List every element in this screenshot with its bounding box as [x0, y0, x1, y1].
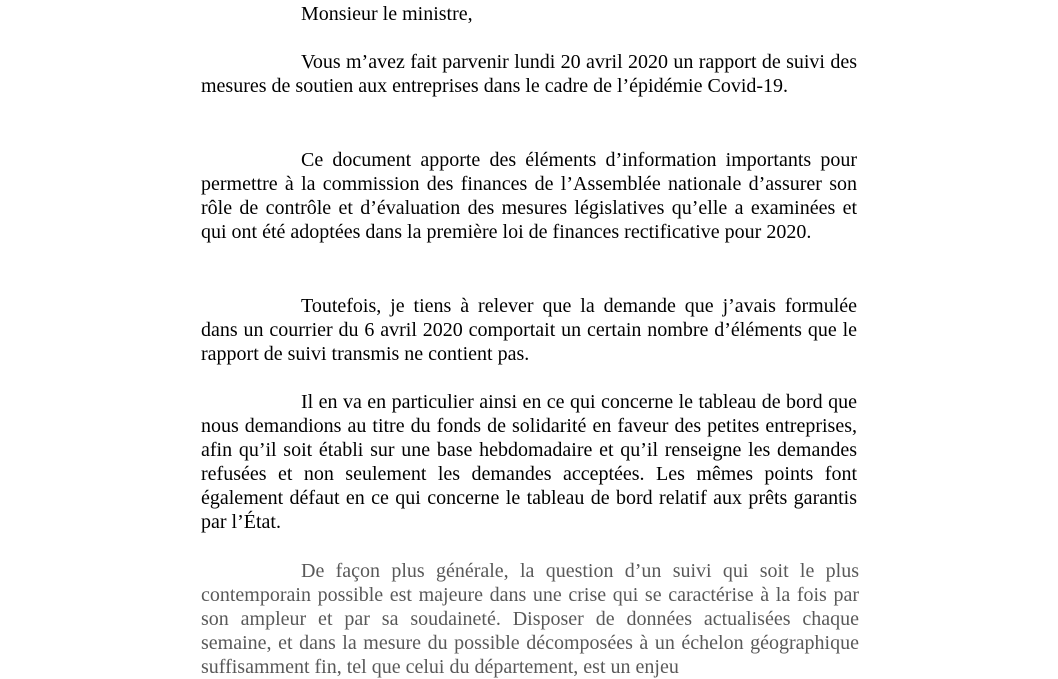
paragraph-missing-elements: Toutefois, je tiens à relever que la demande que j’avais formulée dans un courrier du 6 avril 2020 comportait un certain nombre d’éléments que le rapport de suivi transmis ne contient pas.	[201, 295, 857, 365]
paragraph-general-monitoring: De façon plus générale, la question d’un suivi qui soit le plus contemporain possible est majeure dans une crise qui se caractérise à la fois par son ampleur et par sa soudaineté. Disposer de données actualisées chaque semaine, et dans la mesure du possible décomposées à un échelon géographique suffisamment fin, tel que celui du département, est un enjeu	[201, 560, 859, 678]
paragraph-report-received: Vous m’avez fait parvenir lundi 20 avril 2020 un rapport de suivi des mesures de soutien aux entreprises dans le cadre de l’épidémie Covid-19.	[201, 51, 857, 97]
paragraph-document-value: Ce document apporte des éléments d’information importants pour permettre à la commission des finances de l’Assemblée nationale d’assurer son rôle de contrôle et d’évaluation des mesures législatives qu’elle a examinées et qui ont été adoptées dans la première loi de finances rectificative pour 2020.	[201, 149, 857, 243]
paragraph-dashboard-request: Il en va en particulier ainsi en ce qui concerne le tableau de bord que nous demandions au titre du fonds de solidarité en faveur des petites entreprises, afin qu’il soit établi sur une base hebdomadaire et qu’il renseigne les demandes refusées et non seulement les demandes acceptées. Les mêmes points font également défaut en ce qui concerne le tableau de bord relatif aux prêts garantis par l’État.	[201, 391, 857, 533]
salutation: Monsieur le ministre,	[301, 3, 473, 25]
